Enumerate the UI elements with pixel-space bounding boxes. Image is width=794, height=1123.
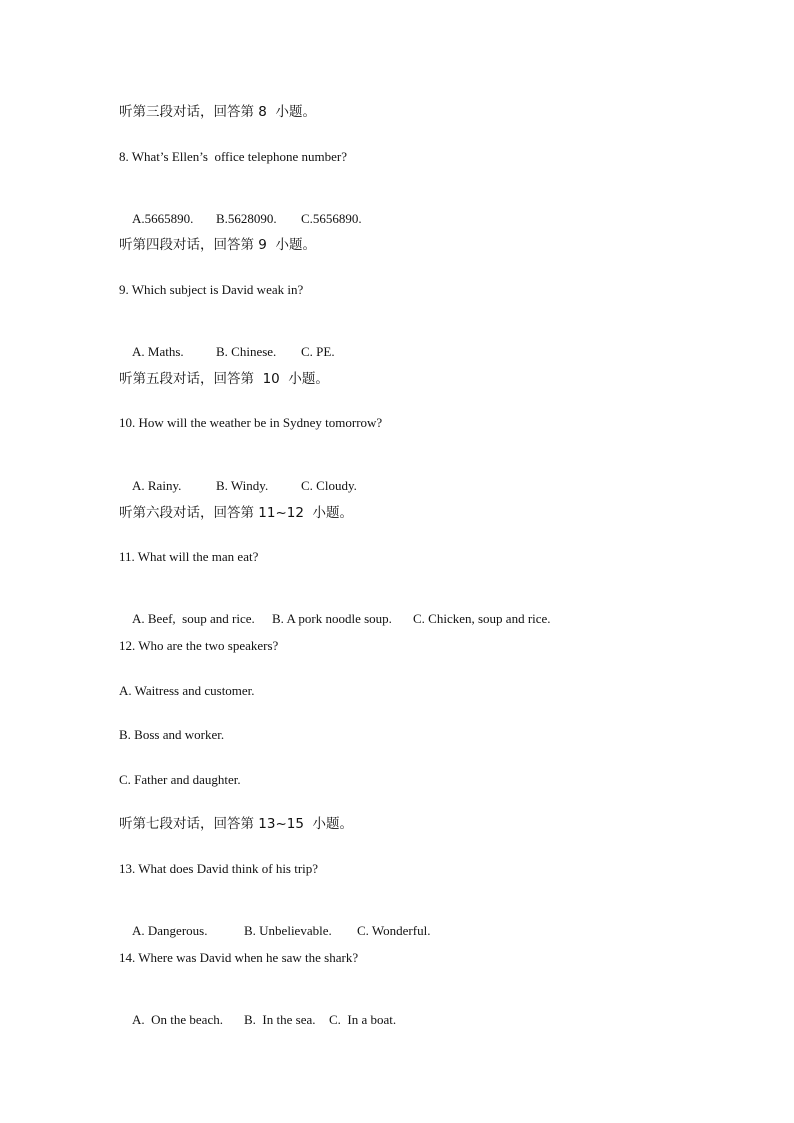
q8-option-a: A.5665890. [132, 211, 194, 226]
q12-option-b: B. Boss and worker. [119, 727, 225, 742]
question-8: 8. What’s Ellen’s office telephone number? [119, 149, 348, 164]
section-7-header: 听第七段对话，回答第 13~15 小题。 [119, 816, 354, 832]
q8-option-c: C.5656890. [301, 211, 362, 226]
question-12: 12. Who are the two speakers? [119, 638, 279, 653]
q13-option-b: B. Unbelievable. [244, 923, 332, 938]
question-9: 9. Which subject is David weak in? [119, 282, 304, 297]
q9-option-b: B. Chinese. [216, 344, 277, 359]
question-14-options [119, 993, 396, 1047]
q14-option-c: C. In a boat. [329, 1012, 397, 1027]
question-14: 14. Where was David when he saw the shark? [119, 950, 359, 965]
q9-option-a: A. Maths. [132, 344, 184, 359]
q10-option-b: B. Windy. [216, 478, 269, 493]
q8-option-b: B.5628090. [216, 211, 277, 226]
q11-option-a: A. Beef, soup and rice. [132, 611, 255, 626]
section-5-header: 听第五段对话，回答第 10 小题。 [119, 371, 329, 387]
q11-option-c: C. Chicken, soup and rice. [413, 611, 551, 626]
q13-option-a: A. Dangerous. [132, 923, 208, 938]
q14-option-b: B. In the sea. [244, 1012, 316, 1027]
question-10: 10. How will the weather be in Sydney tomorrow? [119, 415, 383, 430]
section-4-header: 听第四段对话，回答第 9 小题。 [119, 237, 316, 253]
question-13: 13. What does David think of his trip? [119, 861, 319, 876]
question-11: 11. What will the man eat? [119, 549, 259, 564]
q9-option-c: C. PE. [301, 344, 335, 359]
q10-option-a: A. Rainy. [132, 478, 182, 493]
section-3-header: 听第三段对话，回答第 8 小题。 [119, 104, 316, 120]
q14-option-a: A. On the beach. [132, 1012, 223, 1027]
q11-option-b: B. A pork noodle soup. [272, 611, 392, 626]
q13-option-c: C. Wonderful. [357, 923, 431, 938]
section-6-header: 听第六段对话，回答第 11~12 小题。 [119, 505, 354, 521]
q12-option-c: C. Father and daughter. [119, 772, 241, 787]
q12-option-a: A. Waitress and customer. [119, 683, 255, 698]
q10-option-c: C. Cloudy. [301, 478, 357, 493]
